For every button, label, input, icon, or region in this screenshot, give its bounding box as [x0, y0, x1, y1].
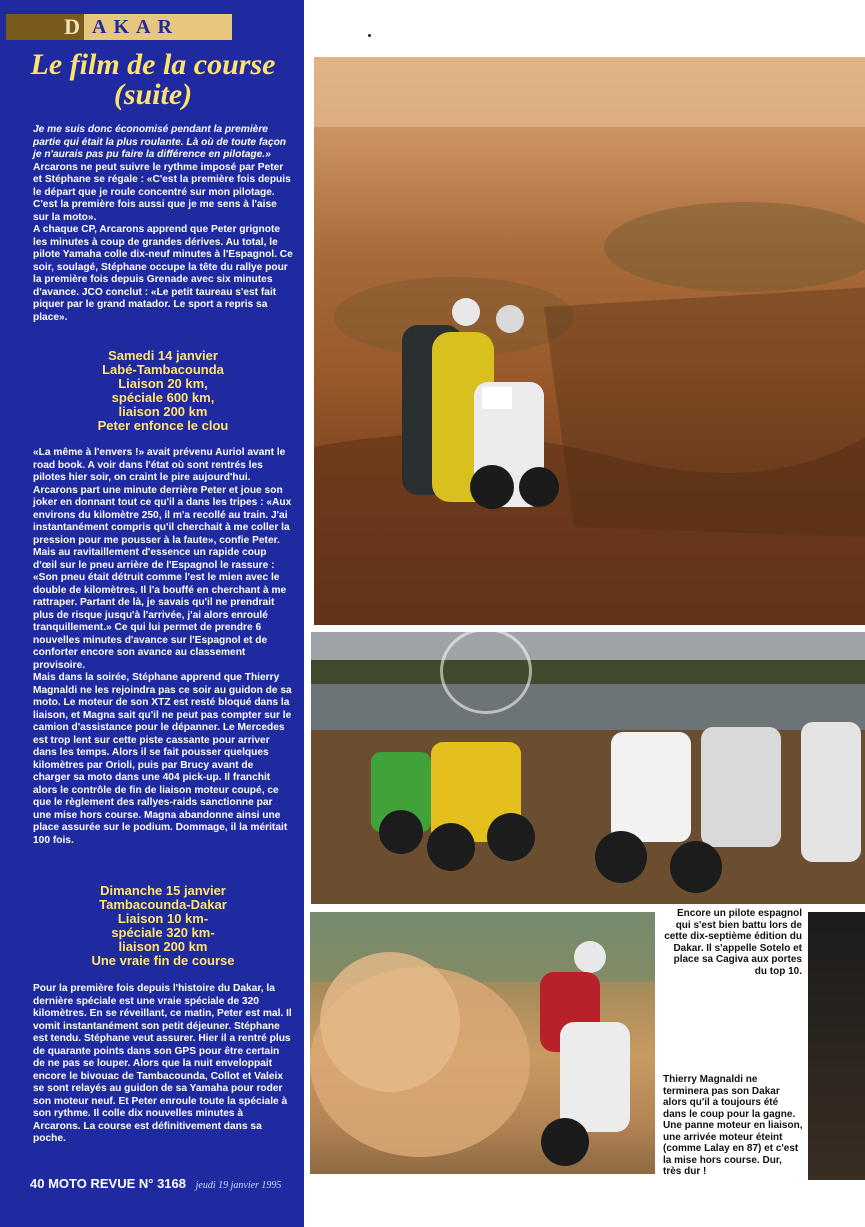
- stage-line: Labé-Tambacounda: [102, 362, 224, 377]
- page-footer: [30, 1175, 281, 1195]
- paragraph: «La même à l'envers !» avait prévenu Auriol avant le road book. A voir dans l'état où sont rentrés les pilotes hier soir, on craint le pire aujourd'hui.: [33, 447, 286, 483]
- print-speck: [368, 34, 371, 37]
- stage-line: spéciale 600 km,: [111, 390, 215, 405]
- stage-heading-saturday: [33, 349, 293, 433]
- partial-photo-right: [808, 912, 865, 1180]
- paragraph: Pour la première fois depuis l'histoire du Dakar, la dernière spéciale est une vraie spéciale de 320 kilomètres. En se réveillant, ce matin, Peter est mal. Il vomit instantanément son petit déjeuner. Stéphane est tendu. Stéphane veut assurer. Hier il a rentré plus de quarante points dans son GPS pour être certain de ne pas se louper. Alors que la nuit enveloppait encore le bivouac de Tambacounda, Collot et Valeix se sont relayés au guidon de sa Yamaha pour roder son moteur neuf. Et Peter enroule toute la spéciale à son rythme. Il colle dix nouvelles minutes à Arcarons. La course est définitivement dans sa poche.: [33, 983, 292, 1144]
- section-label: [6, 14, 232, 40]
- paragraph: Je me suis donc économisé pendant la première partie qui était la plus roulante. Là où de toute façon je n'aurais pas pu faire la différence en pilotage.»: [33, 124, 287, 160]
- section-rest: AKAR: [92, 16, 179, 38]
- intro-text: [33, 124, 293, 324]
- stage-line: liaison 200 km: [118, 404, 208, 419]
- stage-line: Peter enfonce le clou: [97, 418, 229, 433]
- issue-date: jeudi 19 janvier 1995: [195, 1180, 282, 1191]
- paragraph: Mais dans la soirée, Stéphane apprend que Thierry Magnaldi ne les rejoindra pas ce soir au guidon de sa moto. Le moteur de son XTZ est resté bloqué dans la liaison, et Magna sait qu'il ne peut pas compter sur le camion d'assistance pour le dépanner. Le Mercedes est trop lent sur cette piste cassante pour arriver dans les temps. Alors il se fait pousser quelques kilomètres par Orioli, puis par Brucy avant de charger sa moto dans une 404 pick-up. Il franchit alors le contrôle de fin de liaison moteur coupé, ce que le règlement des rallyes-raids sanctionne par une mise hors course. Magna abandonne ainsi une place assurée sur le podium. Dommage, il la méritait 100 fois.: [33, 672, 292, 846]
- stage-line: Samedi 14 janvier: [108, 348, 218, 363]
- stage-line: Liaison 20 km,: [118, 376, 208, 391]
- stage-line: Une vraie fin de course: [91, 953, 235, 968]
- stage-line: Tambacounda-Dakar: [99, 897, 227, 912]
- saturday-text: [33, 447, 293, 847]
- section-initial: D: [6, 14, 84, 40]
- article-title: Le film de la course (suite): [30, 48, 276, 111]
- magazine-issue: MOTO REVUE N° 3168: [48, 1176, 186, 1191]
- desert-riders-photo: [314, 57, 865, 625]
- paragraph: Arcarons part une minute derrière Peter et joue son joker en donnant tout ce qu'il a dans les tripes : «Aux environs du kilomètre 250, il m'a recollé au train. J'ai instantanément compris qu'il cherchait à me coller la pression pour me pousser à la faute», confie Peter. Mais au ravitaillement d'essence un rapide coup d'œil sur le pneu arrière de l'Espagnol le rassure : «Son pneu était détruit comme l'est le mien avec le double de kilomètres. Il l'a bouffé en cherchant à me rattraper. Partant de là, je savais qu'il ne prendrait plus de risque jusqu'à l'arrivée, j'ai alors enroulé tranquillement.» Ce qui lui permet de prendre 6 nouvelles minutes d'avance sur l'Espagnol et de conforter encore son avance au classement provisoire.: [33, 484, 292, 671]
- stage-line: liaison 200 km: [118, 939, 208, 954]
- sunday-text: [33, 983, 293, 1146]
- stage-line: Liaison 10 km-: [117, 911, 209, 926]
- caption-magnaldi: Thierry Magnaldi ne terminera pas son Dakar alors qu'il a toujours été dans le coup pour la gagne. Une panne moteur en liaison, une arrivée moteur éteint (comme Lalay en 87) et c'est la mise hors course. Dur, très dur !: [663, 1074, 803, 1177]
- page-number: 40: [30, 1176, 45, 1191]
- stage-line: spéciale 320 km-: [111, 925, 215, 940]
- left-text-column: [0, 0, 304, 1227]
- stage-line: Dimanche 15 janvier: [100, 883, 226, 898]
- caption-sotelo: Encore un pilote espagnol qui s'est bien battu lors de cette dix-septième édition du Dakar. Il s'appelle Sotelo et place sa Cagiva aux portes du top 10.: [664, 908, 802, 977]
- dust-rider-photo: [310, 912, 655, 1174]
- watermark-emblem: [440, 628, 532, 714]
- dust-scene-graphic: [310, 912, 655, 1174]
- stage-heading-sunday: [33, 884, 293, 968]
- paragraph: Arcarons ne peut suivre le rythme imposé par Peter et Stéphane se régale : «C'est la première fois depuis le départ que je roule concentré sur mon pilotage. C'est la première fois aussi que je me sens à l'aise sur la moto».: [33, 161, 291, 223]
- ferry-scene-graphic: [311, 632, 865, 904]
- desert-scene-graphic: [314, 57, 865, 625]
- paragraph: A chaque CP, Arcarons apprend que Peter grignote les minutes à coup de grandes dérives. Au total, le pilote Yamaha colle dix-neuf minutes à l'Espagnol. Ce soir, soulagé, Stéphane occupe la tête du rallye pour la première fois depuis Grenade avec six minutes d'avance. JCO conclut : «Le petit taureau s'est fait piquer par le grand matador. Le sport a repris sa place».: [33, 224, 293, 323]
- river-ferry-photo: [311, 632, 865, 904]
